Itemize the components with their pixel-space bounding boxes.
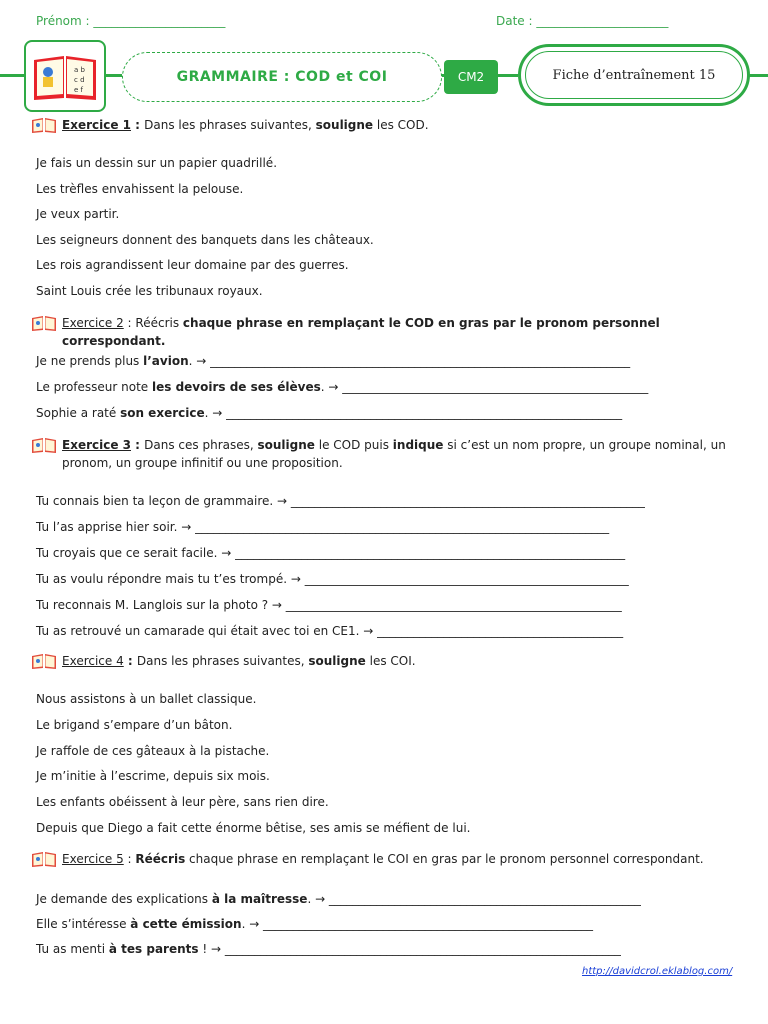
- sentence-text: Tu as menti: [36, 942, 109, 956]
- level-badge: CM2: [444, 60, 498, 94]
- sentence-text: Sophie a raté: [36, 406, 121, 420]
- sentence-text: Elle s’intéresse: [36, 917, 131, 931]
- instruction-segment: Dans les phrases suivantes,: [144, 118, 316, 132]
- exercise-instruction: [62, 436, 740, 472]
- sentence-text: Tu l’as apprise hier soir. → _____________________________________________________________________: [36, 520, 610, 534]
- sentence-text: Les enfants obéissent à leur père, sans rien dire.: [36, 795, 329, 810]
- instruction-segment: :: [131, 438, 145, 452]
- sentence-line[interactable]: [36, 917, 593, 931]
- sentence-line[interactable]: [36, 182, 243, 196]
- exercise-title: Exercice 1: [62, 118, 131, 132]
- sentence-text: Les seigneurs donnent des banquets dans les châteaux.: [36, 232, 374, 247]
- instruction-segment: :: [123, 654, 137, 668]
- instruction-segment: si c’est un nom propre, un groupe nominal, un pronom, un groupe infinitif ou une proposition.: [62, 438, 726, 470]
- sentence-text: Je fais un dessin sur un papier quadrillé.: [36, 156, 278, 170]
- sentence-line[interactable]: [36, 520, 609, 534]
- book-icon: [30, 116, 58, 134]
- book-icon: [30, 436, 58, 454]
- worksheet-header: [0, 40, 768, 110]
- logo-box: [24, 40, 106, 112]
- exercise-instruction: [62, 314, 740, 350]
- sentence-line[interactable]: [36, 354, 630, 368]
- sheet-label-box: [518, 44, 750, 106]
- header-rule-mid3: [498, 74, 518, 77]
- open-book-icon: [26, 42, 104, 110]
- sentence-text: Le professeur note: [36, 380, 152, 394]
- sentence-line[interactable]: [36, 942, 621, 956]
- sentence-text: Le brigand s’empare d’un bâton.: [36, 717, 233, 732]
- instruction-segment: les COD.: [373, 118, 429, 132]
- instruction-segment: le COD puis: [314, 438, 393, 452]
- prenom-field[interactable]: Prénom : ______________________: [36, 14, 226, 28]
- bold-complement: l’avion: [143, 354, 189, 368]
- sentence-text: Tu as voulu répondre mais tu t’es trompé. → ______________________________________________________: [36, 572, 629, 586]
- svg-text:a b: a b: [74, 66, 85, 74]
- book-icon: [30, 652, 58, 670]
- instruction-segment: souligne: [257, 438, 315, 452]
- sentence-line[interactable]: [36, 769, 270, 783]
- sentence-line[interactable]: [36, 207, 119, 221]
- sentence-line[interactable]: [36, 258, 349, 272]
- instruction-segment: :: [131, 118, 145, 132]
- exercise-4: [30, 652, 740, 835]
- instruction-segment: les COI.: [365, 654, 416, 668]
- instruction-segment: : Réécris: [123, 316, 183, 330]
- sentence-text: Les trèfles envahissent la pelouse.: [36, 181, 244, 196]
- exercise-5: [30, 850, 740, 960]
- sentence-line[interactable]: [36, 380, 648, 394]
- sentence-line[interactable]: [36, 233, 374, 247]
- exercise-instruction: [62, 850, 704, 868]
- sentence-text: . → ___________________________________________________: [320, 380, 649, 394]
- sentence-text: . → ____________________________________________________: [307, 892, 641, 906]
- exercise-instruction: [62, 652, 416, 670]
- exercise-title: Exercice 5: [62, 852, 124, 866]
- sentence-line[interactable]: [36, 156, 277, 170]
- exercise-3: [30, 436, 740, 636]
- sentence-text: Je veux partir.: [36, 207, 120, 221]
- sentence-line[interactable]: [36, 572, 629, 586]
- sentence-line[interactable]: [36, 406, 622, 420]
- sentence-text: Les rois agrandissent leur domaine par des guerres.: [36, 258, 349, 272]
- sentence-text: Je demande des explications: [36, 892, 212, 906]
- exercise-title: Exercice 4: [62, 654, 124, 668]
- sentence-text: Je raffole de ces gâteaux à la pistache.: [36, 743, 270, 758]
- sentence-text: . → __________________________________________________________________: [204, 406, 623, 420]
- sentence-text: . → _______________________________________________________: [241, 917, 594, 931]
- date-field[interactable]: Date : ______________________: [496, 14, 669, 28]
- exercise-title: Exercice 2: [62, 316, 124, 330]
- instruction-segment: Réécris: [135, 852, 186, 866]
- sentence-line[interactable]: [36, 284, 263, 298]
- student-info-fields: [36, 14, 708, 34]
- exercise-heading: [30, 652, 740, 670]
- exercise-heading: [30, 116, 740, 134]
- sentence-line[interactable]: [36, 744, 269, 758]
- instruction-segment: souligne: [308, 654, 366, 668]
- instruction-segment: indique: [392, 438, 444, 452]
- sentence-line[interactable]: [36, 692, 256, 706]
- worksheet-title: GRAMMAIRE : COD et COI: [176, 69, 388, 85]
- bold-complement: à tes parents: [108, 942, 199, 956]
- book-icon: [30, 314, 58, 332]
- bold-complement: à cette émission: [130, 917, 242, 931]
- instruction-segment: chaque phrase en remplaçant le COI en gras par le pronom personnel correspondant.: [185, 852, 704, 866]
- exercise-heading: [30, 850, 740, 868]
- sentence-line[interactable]: [36, 821, 470, 835]
- sentence-line[interactable]: [36, 892, 641, 906]
- footer-link[interactable]: http://davidcrol.eklablog.com/: [582, 966, 733, 977]
- sentence-text: Saint Louis crée les tribunaux royaux.: [36, 283, 263, 298]
- exercise-heading: [30, 436, 740, 472]
- sheet-label: Fiche d’entraînement 15: [525, 51, 743, 99]
- sentence-text: Nous assistons à un ballet classique.: [36, 692, 257, 706]
- sentence-text: Tu croyais que ce serait facile. → _________________________________________________________________: [36, 546, 626, 560]
- header-rule-left: [0, 74, 24, 77]
- instruction-segment: :: [123, 852, 136, 866]
- book-icon: [30, 850, 58, 868]
- instruction-segment: Dans les phrases suivantes,: [136, 654, 309, 668]
- svg-text:c d: c d: [74, 76, 85, 84]
- sentence-line[interactable]: [36, 494, 645, 508]
- header-rule-mid1: [104, 74, 122, 77]
- exercise-1: [30, 116, 740, 296]
- sentence-line[interactable]: [36, 718, 232, 732]
- sentence-line[interactable]: [36, 624, 623, 638]
- sentence-text: Je ne prends plus: [36, 354, 144, 368]
- exercise-heading: [30, 314, 740, 350]
- instruction-segment: chaque phrase en remplaçant le COD en gras par le pronom personnel correspondant.: [62, 316, 660, 348]
- sentence-text: Tu connais bien ta leçon de grammaire. → ___________________________________________________________: [36, 494, 645, 508]
- sentence-text: ! → __________________________________________________________________: [198, 942, 621, 956]
- sentence-text: Depuis que Diego a fait cette énorme bêtise, ses amis se méfient de lui.: [36, 821, 471, 835]
- bold-complement: à la maîtresse: [211, 892, 308, 906]
- title-box: [122, 52, 442, 102]
- exercise-title: Exercice 3: [62, 438, 131, 452]
- exercise-instruction: [62, 116, 429, 134]
- bold-complement: les devoirs de ses élèves: [152, 380, 321, 394]
- sentence-line[interactable]: [36, 546, 625, 560]
- svg-text:e f: e f: [74, 86, 83, 94]
- sentence-line[interactable]: [36, 795, 329, 809]
- sentence-text: . → ______________________________________________________________________: [188, 354, 631, 368]
- sentence-text: Tu reconnais M. Langlois sur la photo ? → ________________________________________________________: [36, 598, 622, 612]
- sentence-text: Tu as retrouvé un camarade qui était avec toi en CE1. → _________________________________________: [36, 624, 624, 638]
- sentence-line[interactable]: [36, 598, 622, 612]
- instruction-segment: Dans ces phrases,: [144, 438, 258, 452]
- sentence-text: Je m’initie à l’escrime, depuis six mois.: [36, 769, 270, 784]
- instruction-segment: souligne: [315, 118, 374, 132]
- exercise-2: [30, 314, 740, 418]
- bold-complement: son exercice: [120, 406, 205, 420]
